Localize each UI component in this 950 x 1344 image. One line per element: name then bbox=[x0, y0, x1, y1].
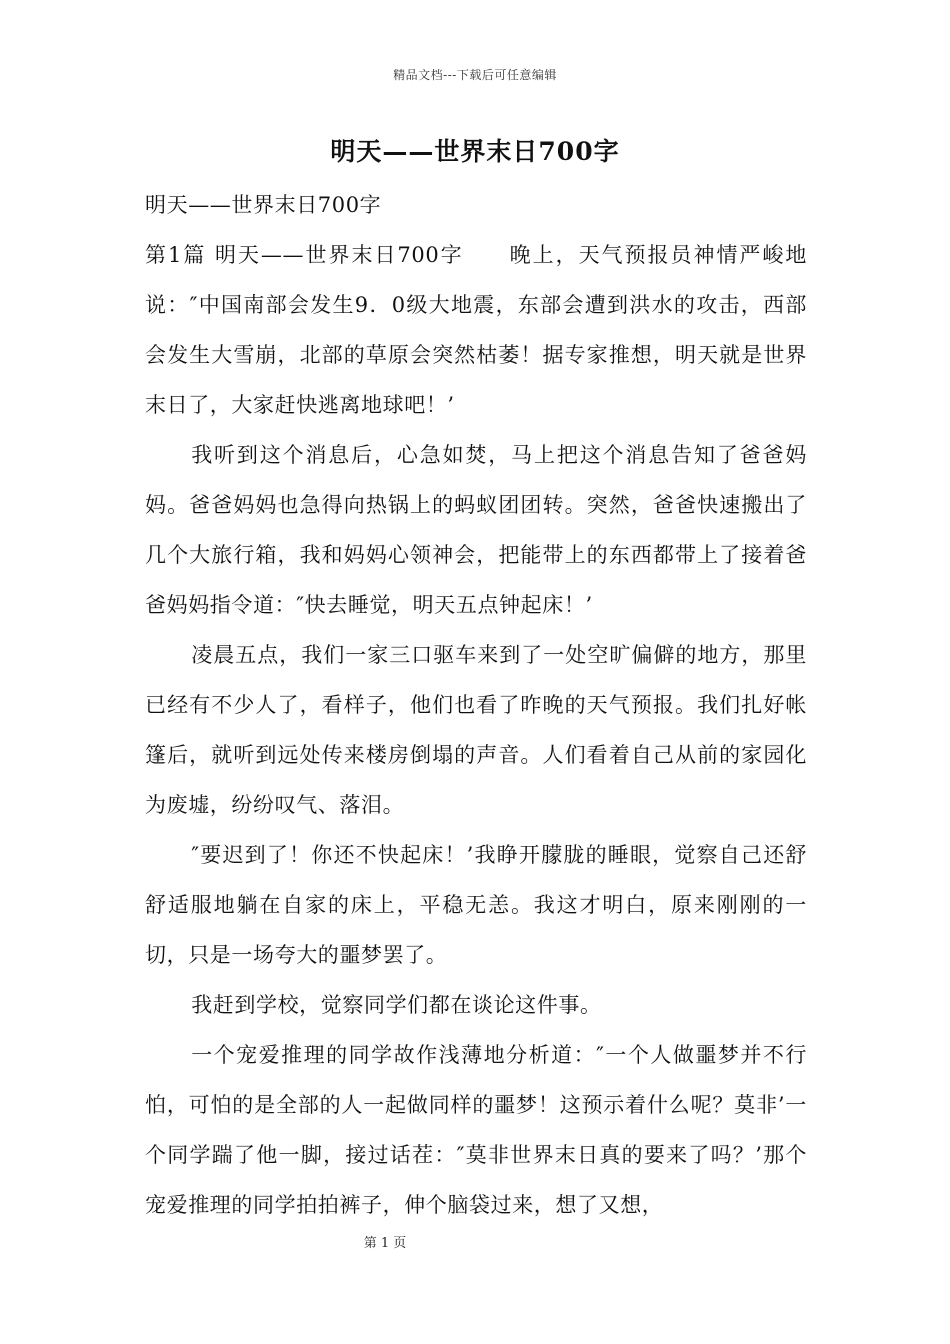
document-title: 明天——世界末日700字 bbox=[330, 137, 620, 166]
body-paragraph: 第1篇 明天——世界末日700字 晚上，天气预报员神情严峻地说：″中国南部会发生9．0级大地震，东部会遭到洪水的攻击，西部会发生大雪崩，北部的草原会突然枯萎！据专家推想，明天就是世界末日了，大家赶快逃离地球吧！’ bbox=[145, 243, 807, 417]
body-paragraph: 我听到这个消息后，心急如焚，马上把这个消息告知了爸爸妈妈。爸爸妈妈也急得向热锅上的蚂蚁团团转。突然，爸爸快速搬出了几个大旅行箱，我和妈妈心领神会，把能带上的东西都带上了接着爸爸妈妈指令道：″快去睡觉，明天五点钟起床！’ bbox=[145, 443, 807, 617]
page-number-footer: 第 1 页 bbox=[363, 1236, 407, 1251]
body-paragraph: 凌晨五点，我们一家三口驱车来到了一处空旷偏僻的地方，那里已经有不少人了，看样子，他们也看了昨晚的天气预报。我们扎好帐篷后，就听到远处传来楼房倒塌的声音。人们看着自己从前的家园化为废墟，纷纷叹气、落泪。 bbox=[145, 643, 807, 817]
document-body bbox=[145, 180, 807, 1230]
body-paragraph: ″要迟到了！你还不快起床！’我睁开朦胧的睡眼，觉察自己还舒舒适服地躺在自家的床上，平稳无恙。我这才明白，原来刚刚的一切，只是一场夸大的噩梦罢了。 bbox=[145, 843, 807, 967]
subtitle-paragraph: 明天——世界末日700字 bbox=[145, 193, 382, 217]
body-paragraph: 我赶到学校，觉察同学们都在谈论这件事。 bbox=[191, 993, 602, 1017]
body-paragraph: 一个宠爱推理的同学故作浅薄地分析道：″一个人做噩梦并不行怕，可怕的是全部的人一起做同样的噩梦！这预示着什么呢？莫非’一个同学踹了他一脚，接过话茬：″莫非世界末日真的要来了吗？’那个宠爱推理的同学拍拍裤子，伸个脑袋过来，想了又想， bbox=[145, 1043, 807, 1217]
header-note: 精品文档---下载后可任意编辑 bbox=[393, 68, 557, 82]
